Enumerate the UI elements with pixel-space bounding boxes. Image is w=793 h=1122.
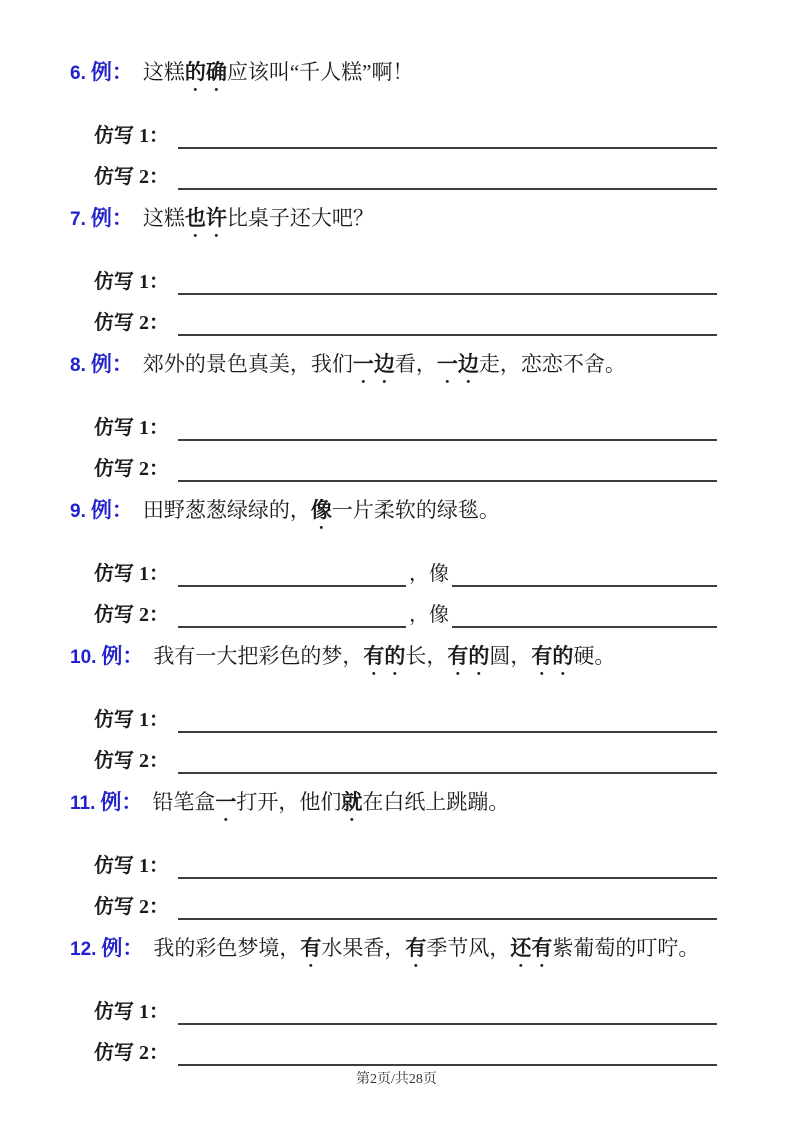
imitation-label-1: 仿写 1： <box>94 1001 169 1023</box>
sentence-segment: 硬。 <box>573 644 616 668</box>
sentence-segment: 走，恋恋不舍。 <box>478 352 626 376</box>
item-number: 8. <box>70 355 86 376</box>
sentence-segment: 季节风， <box>426 936 511 960</box>
sentence-segment-emphasized: 就 <box>341 790 363 814</box>
imitation-label-1: 仿写 1： <box>94 855 169 877</box>
exercise-item-12 <box>70 935 717 1064</box>
answer-blank[interactable] <box>178 164 717 190</box>
imitation-label-2: 仿写 2： <box>94 312 169 334</box>
imitation-label-2: 仿写 2： <box>94 166 169 188</box>
exercise-item-8 <box>70 351 717 480</box>
imitation-label-2: 仿写 2： <box>94 750 169 772</box>
sentence-segment: 铅笔盒 <box>152 790 216 814</box>
sentence-segment: 在白纸上跳蹦。 <box>362 790 510 814</box>
example-sentence <box>70 205 717 242</box>
sentence-segment: 这糕 <box>142 206 185 230</box>
sentence-segment: 长， <box>405 644 448 668</box>
sentence-segment: 打开，他们 <box>236 790 342 814</box>
example-label: 例： <box>100 790 143 814</box>
answer-blank[interactable] <box>178 415 717 441</box>
exercise-item-6 <box>70 59 717 188</box>
sentence-segment-emphasized: 一边 <box>352 352 395 376</box>
answer-blank[interactable] <box>178 894 717 920</box>
exercise-item-10 <box>70 643 717 772</box>
imitation-row-2 <box>94 310 717 336</box>
imitation-row-1 <box>94 999 717 1025</box>
imitation-label-2: 仿写 2： <box>94 896 169 918</box>
sentence-segment: 水果香， <box>321 936 406 960</box>
sentence-segment: 比桌子还大吧？ <box>226 206 374 230</box>
sentence-segment-emphasized: 有的 <box>363 644 406 668</box>
sentence-segment: 我有一大把彩色的梦， <box>153 644 364 668</box>
answer-blank[interactable] <box>178 999 717 1025</box>
like-connector: ，像 <box>409 604 449 626</box>
imitation-label-1: 仿写 1： <box>94 563 169 585</box>
sentence-segment-emphasized: 也许 <box>184 206 227 230</box>
answer-blank[interactable] <box>178 707 717 733</box>
answer-blank[interactable] <box>178 456 717 482</box>
item-number: 7. <box>70 209 86 230</box>
sentence-segment: 一片柔软的绿毯。 <box>331 498 500 522</box>
answer-blank[interactable] <box>178 602 406 628</box>
item-number: 12. <box>70 939 97 960</box>
sentence-segment: 圆， <box>489 644 532 668</box>
answer-blank[interactable] <box>452 602 717 628</box>
item-number: 9. <box>70 501 86 522</box>
answer-blank[interactable] <box>178 853 717 879</box>
exercise-item-11 <box>70 789 717 918</box>
sentence-segment: 田野葱葱绿绿的， <box>142 498 311 522</box>
example-label: 例： <box>101 936 144 960</box>
sentence-segment-emphasized: 还有 <box>510 936 553 960</box>
sentence-segment-emphasized: 一 <box>215 790 237 814</box>
imitation-row-2 <box>94 164 717 190</box>
imitation-row-2 <box>94 748 717 774</box>
imitation-label-1: 仿写 1： <box>94 417 169 439</box>
item-number: 10. <box>70 647 97 668</box>
example-sentence <box>70 497 717 534</box>
answer-blank[interactable] <box>178 269 717 295</box>
sentence-segment-emphasized: 有的 <box>447 644 490 668</box>
imitation-row-2 <box>94 602 717 628</box>
sentence-segment: 我的彩色梦境， <box>153 936 301 960</box>
item-number: 11. <box>70 793 96 814</box>
example-sentence <box>70 935 717 972</box>
imitation-label-2: 仿写 2： <box>94 458 169 480</box>
example-sentence <box>70 643 717 680</box>
imitation-label-1: 仿写 1： <box>94 271 169 293</box>
item-number: 6. <box>70 63 86 84</box>
exercise-item-7 <box>70 205 717 334</box>
sentence-segment: 看， <box>394 352 437 376</box>
example-label: 例： <box>90 498 133 522</box>
answer-blank[interactable] <box>178 748 717 774</box>
sentence-segment-emphasized: 一边 <box>436 352 479 376</box>
sentence-segment: 这糕 <box>142 60 185 84</box>
example-sentence <box>70 59 717 96</box>
sentence-segment-emphasized: 的确 <box>184 60 227 84</box>
example-label: 例： <box>90 352 133 376</box>
answer-blank[interactable] <box>178 1040 717 1066</box>
sentence-segment-emphasized: 有 <box>405 936 427 960</box>
imitation-row-2 <box>94 894 717 920</box>
answer-blank[interactable] <box>452 561 717 587</box>
imitation-row-1 <box>94 707 717 733</box>
sentence-segment-emphasized: 有的 <box>531 644 574 668</box>
imitation-label-1: 仿写 1： <box>94 709 169 731</box>
imitation-row-1 <box>94 415 717 441</box>
imitation-label-2: 仿写 2： <box>94 604 169 626</box>
imitation-label-1: 仿写 1： <box>94 125 169 147</box>
imitation-row-2 <box>94 1040 717 1066</box>
answer-blank[interactable] <box>178 123 717 149</box>
example-sentence <box>70 351 717 388</box>
imitation-row-2 <box>94 456 717 482</box>
page-footer: 第2页/共28页 <box>356 1072 437 1087</box>
answer-blank[interactable] <box>178 561 406 587</box>
imitation-row-1 <box>94 269 717 295</box>
answer-blank[interactable] <box>178 310 717 336</box>
imitation-row-1 <box>94 853 717 879</box>
example-label: 例： <box>101 644 144 668</box>
example-sentence <box>70 789 717 826</box>
sentence-segment: 郊外的景色真美，我们 <box>142 352 353 376</box>
sentence-segment: 应该叫“千人糕”啊！ <box>226 60 414 84</box>
like-connector: ，像 <box>409 563 449 585</box>
imitation-row-1 <box>94 561 717 587</box>
sentence-segment: 紫葡萄的叮咛。 <box>552 936 700 960</box>
example-label: 例： <box>90 60 133 84</box>
sentence-segment-emphasized: 像 <box>310 498 332 522</box>
sentence-segment-emphasized: 有 <box>300 936 322 960</box>
exercise-item-9 <box>70 497 717 626</box>
example-label: 例： <box>90 206 133 230</box>
imitation-label-2: 仿写 2： <box>94 1042 169 1064</box>
imitation-row-1 <box>94 123 717 149</box>
